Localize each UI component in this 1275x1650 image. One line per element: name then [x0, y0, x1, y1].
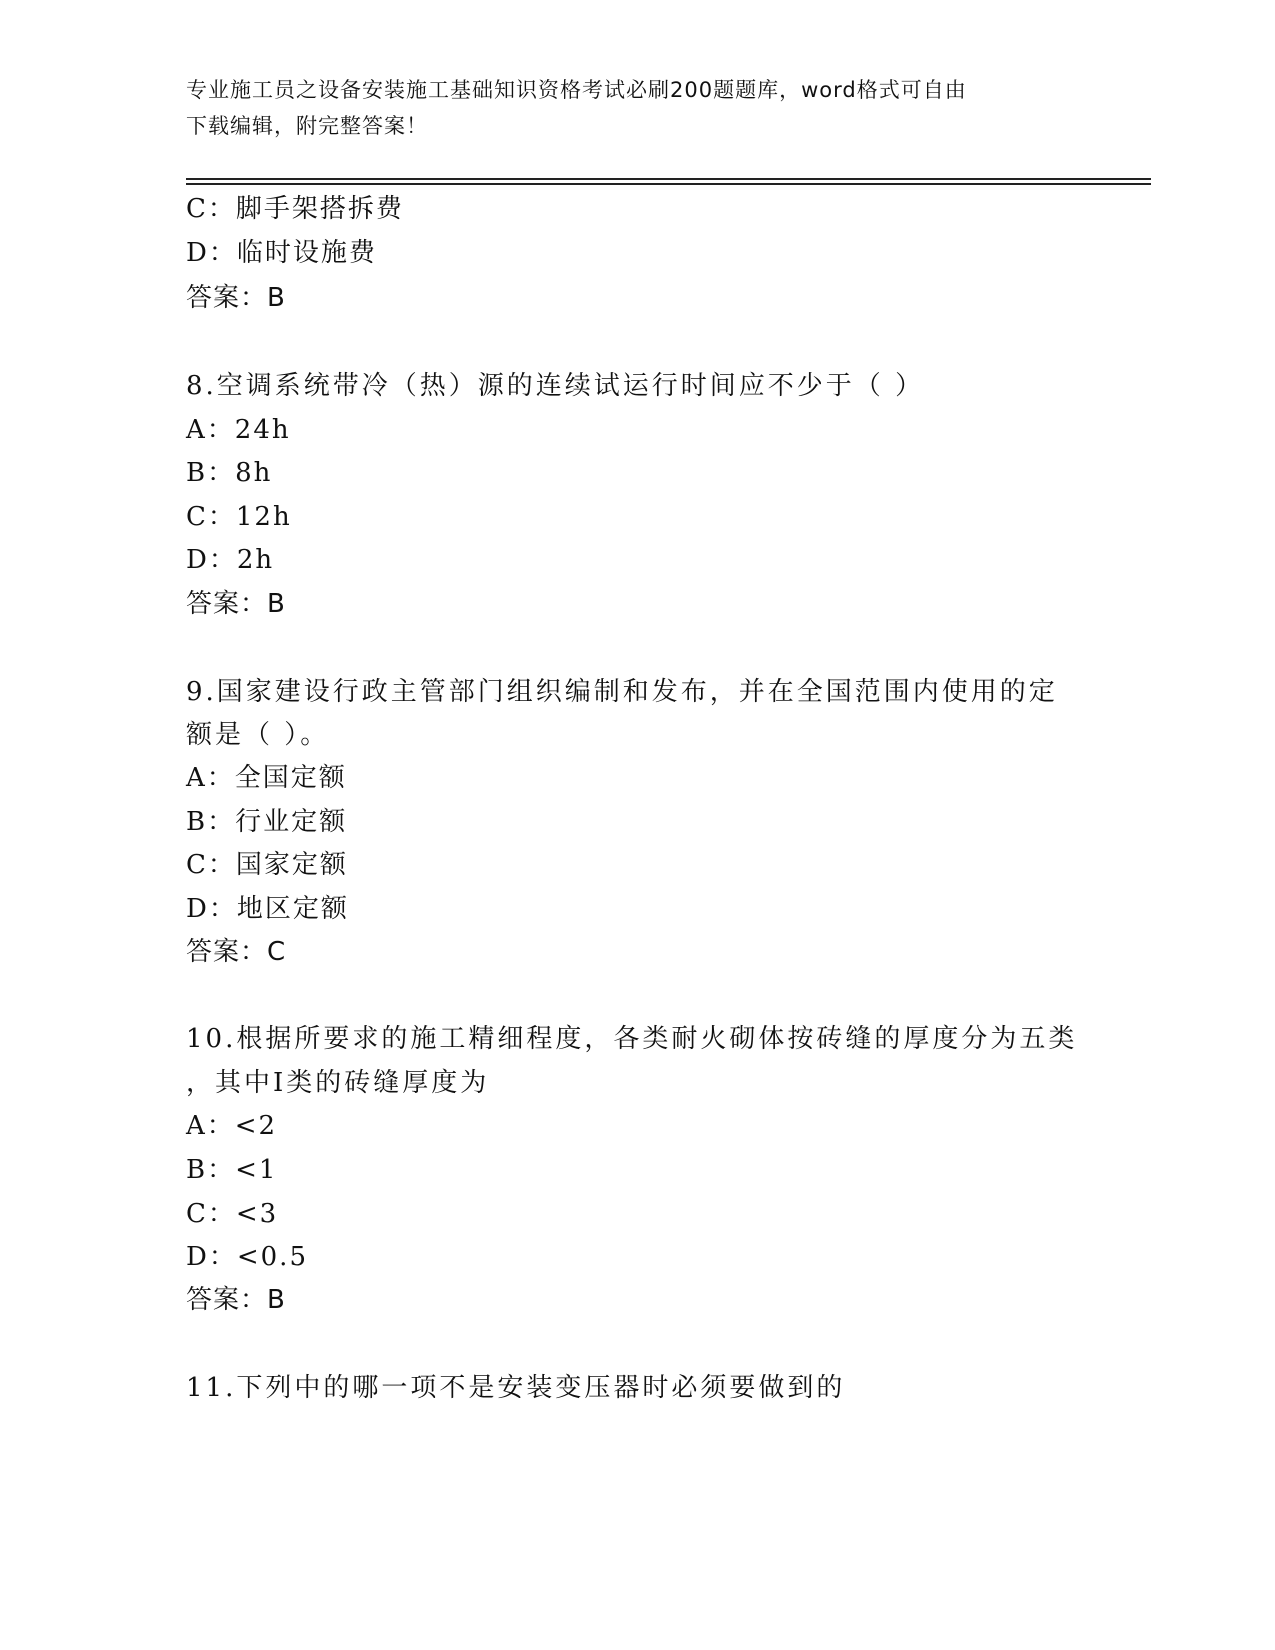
q10-answer: 答案：B [186, 1285, 286, 1315]
document-header [186, 72, 1086, 144]
q8-option-c: C：12h [186, 502, 292, 532]
q9-title-line-2: 额是（ ）。 [186, 720, 330, 750]
q10-title-line-1: 10.根据所要求的施工精细程度，各类耐火砌体按砖缝的厚度分为五类 [186, 1024, 1078, 1054]
q9-option-a: A：全国定额 [186, 763, 347, 793]
q8-option-d: D：2h [186, 545, 275, 575]
prev-answer: 答案：B [186, 283, 286, 313]
header-line-2: 下载编辑，附完整答案！ [186, 114, 428, 138]
q8-option-b: B：8h [186, 458, 273, 488]
q9-option-d: D：地区定额 [186, 894, 349, 924]
q9-answer: 答案：C [186, 937, 287, 967]
prev-option-d: D：临时设施费 [186, 238, 377, 268]
header-line-1: 专业施工员之设备安装施工基础知识资格考试必刷200题题库，word格式可自由 [186, 78, 967, 102]
q9-option-c: C：国家定额 [186, 850, 348, 880]
header-rule-bottom [186, 183, 1151, 185]
q11-title: 11.下列中的哪一项不是安装变压器时必须要做到的 [186, 1373, 846, 1403]
q10-option-d: D：<0.5 [186, 1242, 308, 1272]
q10-title-line-2: ，其中Ⅰ类的砖缝厚度为 [186, 1068, 490, 1098]
q10-option-a: A：<2 [186, 1111, 278, 1141]
prev-option-c: C：脚手架搭拆费 [186, 194, 404, 224]
q8-answer: 答案：B [186, 589, 286, 619]
q10-option-c: C：<3 [186, 1199, 279, 1229]
header-rule-top [186, 178, 1151, 180]
q10-option-b: B：<1 [186, 1155, 278, 1185]
q9-option-b: B：行业定额 [186, 807, 348, 837]
q8-title: 8.空调系统带冷（热）源的连续试运行时间应不少于（ ） [186, 371, 925, 401]
q9-title-line-1: 9.国家建设行政主管部门组织编制和发布，并在全国范围内使用的定 [186, 677, 1058, 707]
q8-option-a: A：24h [186, 415, 291, 445]
